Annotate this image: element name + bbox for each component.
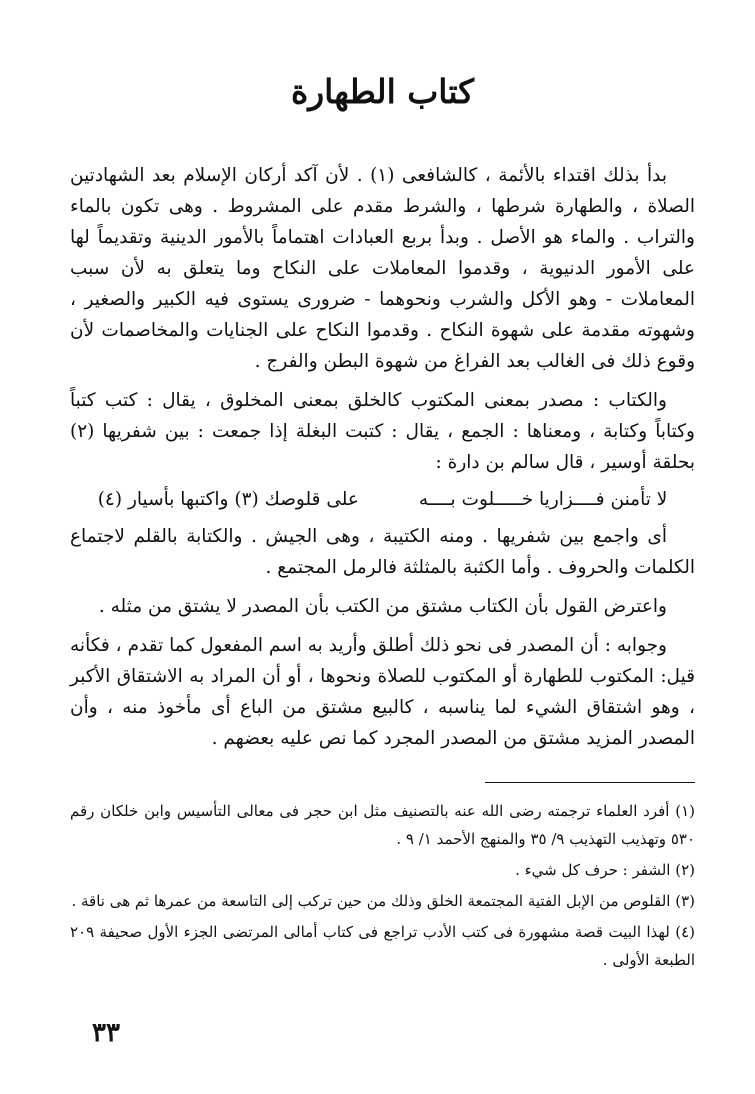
footnote-1: (١) أفرد العلماء ترجمته رضى الله عنه بالتصنيف مثل ابن حجر فى معالى التأسيس وابن خلكان رقم ٥٣٠ وتهذيب التهذيب ٩/ ٣٥ والمنهج الأحمد ١/ ٩ . <box>70 802 695 848</box>
verse-second-hemistich: على قلوصك (٣) واكتبها بأسيار (٤) <box>97 489 359 510</box>
chapter-title: كتاب الطهارة <box>290 72 475 111</box>
poetry-verse <box>70 484 695 515</box>
paragraph-answer: وجوابه : أن المصدر فى نحو ذلك أطلق وأريد به اسم المفعول كما تقدم ، فكأنه قيل: المكتوب للطهارة أو المكتوب للصلاة ونحوها ، أو أن المراد به الاشتقاق الأكبر ، وهو اشتقاق الشيء لما يناسبه ، كالبيع مشتق من الباع أى مأخوذ منه ، وأن المصدر المزيد مشتق من المصدر المجرد كما نص عليه بعضهم . <box>70 635 695 749</box>
verse-first-hemistich: لا تأمنن فــــزاريا خـــــلوت بــــه <box>418 489 668 510</box>
paragraph-objection: واعترض القول بأن الكتاب مشتق من الكتب بأن المصدر لا يشتق من مثله . <box>98 596 667 617</box>
paragraph-intro: بدأ بذلك اقتداء بالأئمة ، كالشافعى (١) . لأن آكد أركان الإسلام بعد الشهادتين الصلاة ، والطهارة شرطها ، والشرط مقدم على المشروط . وهى تكون بالماء والتراب . والماء هو الأصل . وبدأ بربع العبادات اهتماماً بالأمور الدينية وتقديماً لها على الأمور الدنيوية ، وقدموا المعاملات على النكاح وما يتعلق به لأن سبب المعاملات - وهو الأكل والشرب ونحوهما - ضرورى يستوى فيه الكبير والصغير ، وشهوته مقدمة على شهوة النكاح . وقدموا النكاح على الجنايات والمخاصمات لأن وقوع ذلك فى الغالب بعد الفراغ من شهوة البطن والفرج . <box>70 165 695 372</box>
paragraph-definition: والكتاب : مصدر بمعنى المكتوب كالخلق بمعنى المخلوق ، يقال : كتب كتباً وكتاباً وكتابة ، ومعناها : الجمع ، يقال : كتبت البغلة إذا جمعت : بين شفريها (٢) بحلقة أوسير ، قال سالم بن دارة : <box>70 390 695 473</box>
footnote-3: (٣) القلوص من الإبل الفتية المجتمعة الخلق وذلك من حين تركب إلى التاسعة من عمرها ثم هى ناقة . <box>71 892 695 910</box>
footnote-2: (٢) الشفر : حرف كل شيء . <box>515 861 695 879</box>
page-number: ٣٣ <box>92 1018 120 1048</box>
paragraph-explanation: أى واجمع بين شفريها . ومنه الكتيبة ، وهى الجيش . والكتابة بالقلم لاجتماع الكلمات والحروف . وأما الكثبة بالمثلثة فالرمل المجتمع . <box>70 526 695 578</box>
footnote-separator <box>485 782 695 783</box>
footnote-4: (٤) لهذا البيت قصة مشهورة فى كتب الأدب تراجع فى كتاب أمالى المرتضى الجزء الأول صحيفة ٢٠٩ الطبعة الأولى . <box>70 923 695 969</box>
